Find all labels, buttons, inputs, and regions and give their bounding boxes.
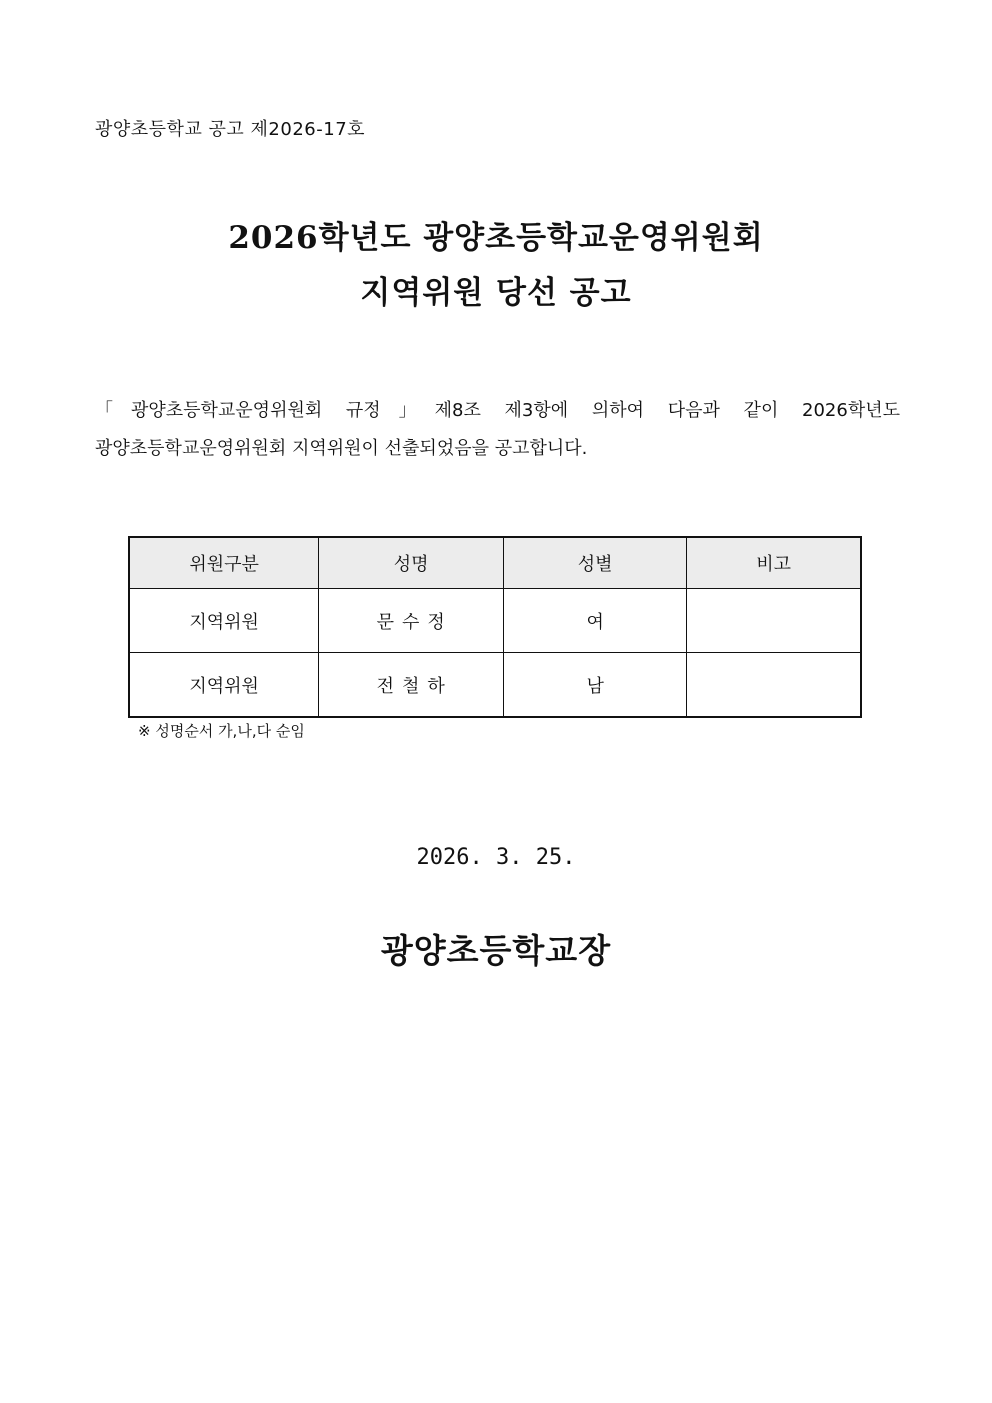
cell-gender: 남	[503, 653, 686, 718]
table-header-row	[129, 537, 861, 589]
cell-name: 전철하	[319, 653, 504, 718]
table-row	[129, 653, 861, 718]
announcement-body-line1: 「광양초등학교운영위원회 규정」제8조 제3항에 의하여 다음과 같이 2026학년도	[95, 400, 900, 421]
header-gender: 성별	[503, 537, 686, 589]
document-title-line1: 2026학년도 광양초등학교운영위원회	[228, 220, 764, 256]
cell-category: 지역위원	[129, 589, 319, 653]
document-number: 광양초등학교 공고 제2026-17호	[95, 119, 366, 140]
table-row	[129, 589, 861, 653]
cell-name: 문수정	[319, 589, 504, 653]
announcement-date: 2026. 3. 25.	[416, 845, 576, 870]
announcement-body-line2: 광양초등학교운영위원회 지역위원이 선출되었음을 공고합니다.	[95, 438, 588, 459]
table-note: ※ 성명순서 가,나,다 순임	[138, 722, 305, 740]
cell-remark	[687, 653, 861, 718]
document-title-line2: 지역위원 당선 공고	[360, 275, 632, 311]
cell-category: 지역위원	[129, 653, 319, 718]
elected-members-table	[128, 536, 862, 718]
principal-signature: 광양초등학교장	[380, 931, 612, 970]
announcement-body	[95, 392, 900, 468]
header-remark: 비고	[687, 537, 861, 589]
header-name: 성명	[319, 537, 504, 589]
header-category: 위원구분	[129, 537, 319, 589]
cell-remark	[687, 589, 861, 653]
cell-gender: 여	[503, 589, 686, 653]
